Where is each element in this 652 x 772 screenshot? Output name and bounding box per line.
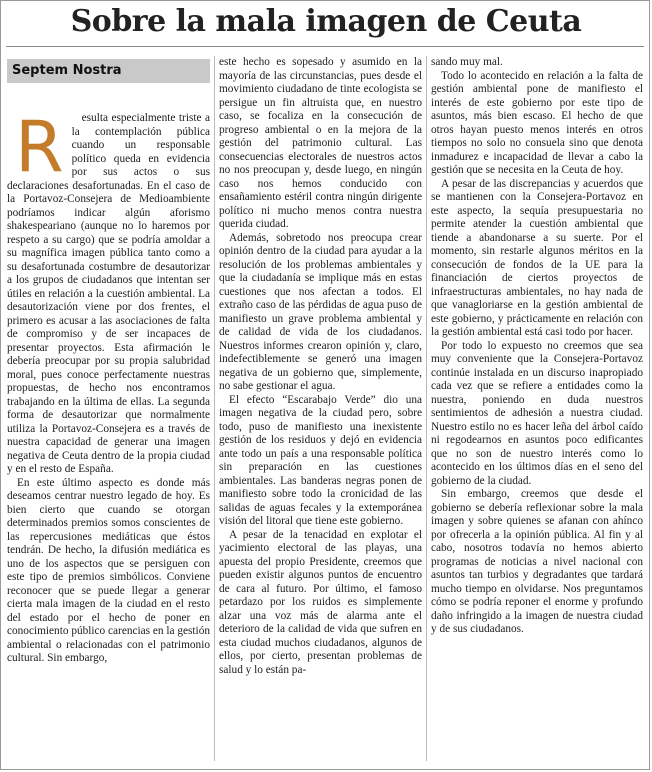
paragraph: esulta especialmente triste a la contemplación pública cuando un responsable político queda en evidencia por sus actos o sus declaraciones desafortunadas. En el caso de la Portavoz-Consejera de Medioambiente podríamos indicar algún aforismo shakespeariano (aunque no lo haremos por respeto a su cargo) que se podría amoldar a su magnífica imagen pública tanto como a su desafortunada costumbre de desautorizar a los grupos de ciudadanos que intentan ser útiles en relación a la cuestión ambiental. La desautorización viene por dos frentes, el primero es acusar a las asociaciones de falta de compromiso y de ser incapaces de presentar proyectos. Esta afirmación le debería preocupar por su propia salubridad moral, pues conoce perfectamente nuestras propuestas, de hecho nos encontramos trabajando en la última de ellas. La segunda forma de desautorizar que normalmente utiliza la Portavoz-Consejera es a través de nuestra capacidad de generar una imagen negativa de Ceuta dentro de la propia ciudad y en el resto de España.	[7, 112, 210, 475]
paragraph: este hecho es sopesado y asumido en la mayoría de las circunstancias, pues desde el movimiento ciudadano de tinte ecologista se persigue un fin altruista que, en nuestro caso, se focaliza en la consecución de progreso ambiental o en la mejora de la gestión del patrimonio cultural. Las consecuencias electorales de nuestros actos no nos preocupan y, desde luego, en ningún caso nos hemos conducido con ensañamiento estéril contra ningún dirigente político ni mucho menos contra nuestra querida ciudad.	[219, 56, 422, 230]
headline: Sobre la mala imagen de Ceuta	[70, 4, 582, 39]
author-name: Septem Nostra	[12, 63, 122, 78]
article-column-2	[219, 56, 422, 677]
column-divider	[214, 56, 215, 761]
dropcap-letter: R	[15, 106, 64, 188]
headline-rule	[6, 46, 644, 47]
paragraph: Por todo lo expuesto no creemos que sea muy conveniente que la Consejera-Portavoz continúe instalada en un discurso inapropiado cada vez que se refiere a entidades como la nuestra, poniendo en duda nuestros sentimientos de adhesión a nuestra ciudad. Nuestro estilo no es hacer leña del árbol caído ni regodearnos en asuntos poco edificantes que no son de nuestro interés como lo acontecido en los últimos días en el seno del gobierno de la ciudad.	[431, 339, 643, 487]
paragraph: sando muy mal.	[431, 56, 503, 68]
article-column-1	[7, 106, 210, 666]
article-column-3	[431, 56, 643, 637]
paragraph: A pesar de la tenacidad en explotar el yacimiento electoral de las playas, una apuesta del propio Presidente, creemos que pueden existir algunos puntos de encuentro de cara al futuro. Por último, el famoso petardazo por los ruidos es simplemente alzar una voz más de alarma ante el deterioro de la calidad de vida que sufren en esta ciudad muchos ciudadanos, algunos de ellos, por cierto, presentan problemas de salud y lo están pa-	[219, 528, 422, 676]
column-divider	[426, 56, 427, 761]
paragraph: En este último aspecto es donde más deseamos centrar nuestro legado de hoy. Es bien cierto que cuando se otorgan determinados premios somos conscientes de las repercusiones mediáticas que éstos tendrán. De hecho, la difusión mediática es uno de los aspectos que se persiguen con este tipo de premios simbólicos. Conviene reconocer que se puede llegar a generar cierta mala imagen de la ciudad en el resto del estado por el hecho de poner en conocimiento público carencias en la gestión ambiental o relacionadas con el patrimonio cultural. Sin embargo,	[7, 476, 210, 664]
paragraph: Todo lo acontecido en relación a la falta de gestión ambiental pone de manifiesto el interés de este gobierno por este tipo de asuntos, más bien escaso. El hecho de que otros hayan puesto menos interés en otros tiempos no solo no consuela sino que denota inmadurez e incapacidad de llevar a cabo la gestión que se necesita en la Ceuta de hoy.	[431, 69, 643, 176]
paragraph: A pesar de las discrepancias y acuerdos que se mantienen con la Consejera-Portavoz en este aspecto, la sequía presupuestaria no permite atender la cuestión ambiental que tiende a abandonarse a su suerte. Por el momento, sin restarle algunos méritos en la consecución de fondos de la UE para la financiación de ciertos proyectos de infraestructuras ambientales, no hay nada de que vanagloriarse en la gestión ambiental de este gobierno, y prácticamente en relación con la gestión ambiental está casi todo por hacer.	[431, 177, 643, 338]
paragraph: Además, sobretodo nos preocupa crear opinión dentro de la ciudad para ayudar a la resolución de los problemas ambientales y que la ciudadanía se implique más en estas cuestiones que nos afectan a todos. El extraño caso de las pérdidas de agua puso de manifiesto un grave problema ambiental y de calidad de vida de los ciudadanos. Nuestros informes crearon opinión y, claro, indefectiblemente se generó una imagen negativa de un gobierno que, simplemente, no sabe gestionar el agua.	[219, 231, 422, 392]
paragraph: El efecto “Escarabajo Verde” dio una imagen negativa de la ciudad pero, sobre todo, puso de manifiesto una inexistente gestión de los residuos y dejó en evidencia ante todo un país a una responsable política sin preparación en las cuestiones ambientales. Las banderas negras ponen de manifiesto sobre todo la cronicidad de las salidas de aguas fecales y la extemporánea visión del litoral que tiene este gobierno.	[219, 393, 422, 527]
paragraph: Sin embargo, creemos que desde el gobierno se debería reflexionar sobre la mala imagen y sobre quienes se afanan con ahínco por ofrecerla a la opinión pública. Al fin y al cabo, nosotros todavía no hemos abierto programas de noticias a nivel nacional con asuntos tan turbios y degradantes que tardará mucho tiempo en olvidarse. Nos preguntamos cómo se podría reponer el enorme y profundo daño infringido a la imagen de nuestra ciudad y de sus ciudadanos.	[431, 488, 643, 635]
